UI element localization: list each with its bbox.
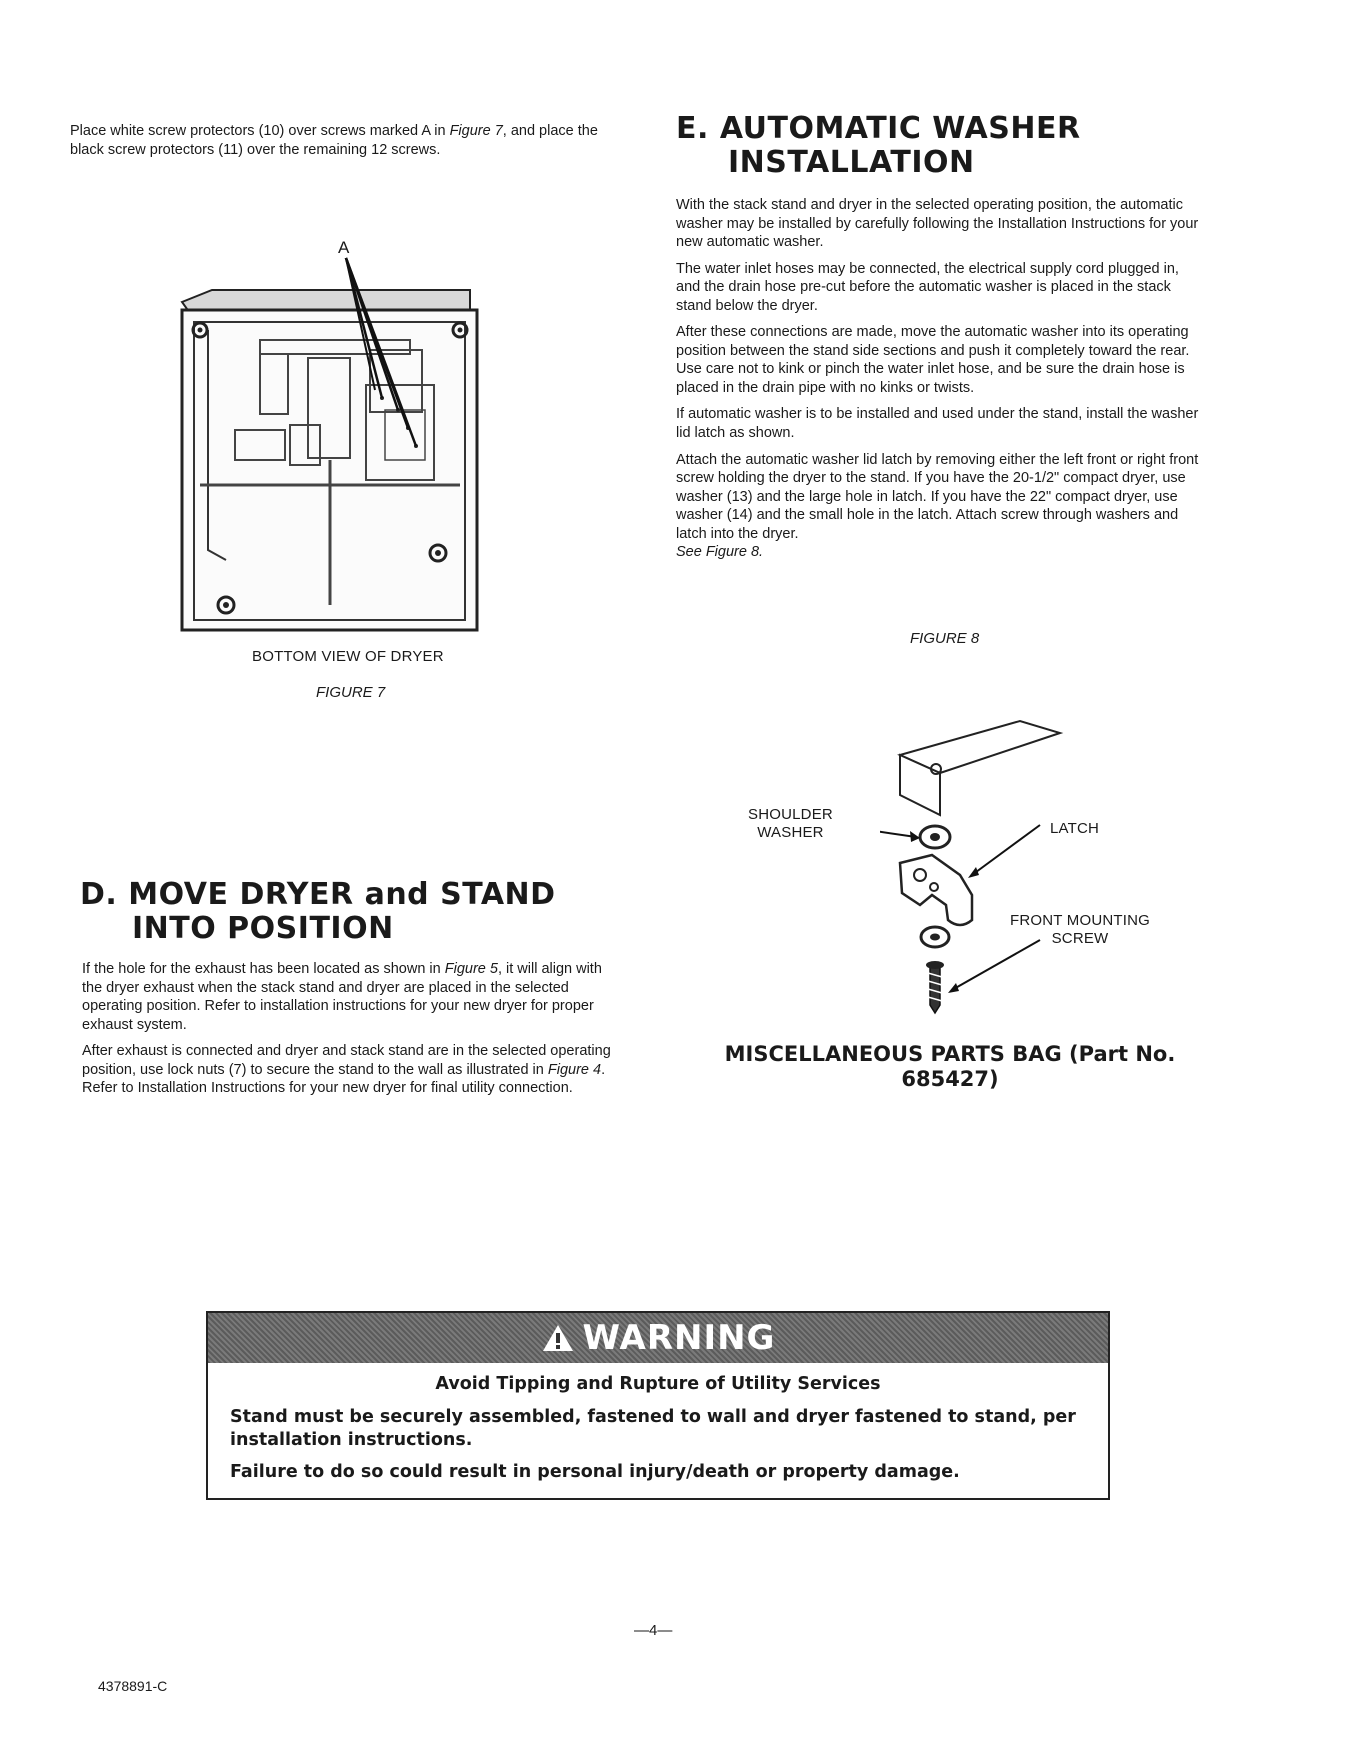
warning-banner	[208, 1313, 1108, 1363]
figure-7-illustration	[170, 238, 520, 640]
latch-label: LATCH	[1050, 820, 1100, 837]
shoulder-washer-label: SHOULDER WASHER	[748, 806, 833, 841]
section-e-paragraph-3: After these connections are made, move the automatic washer into its operating position between the stand side sections and push it completely toward the rear. Use care not to kink or pinch the water inlet hose, and be sure the drain hose is placed in the drain pipe with no kinks or twists.	[676, 324, 1190, 396]
section-d-paragraph-1: If the hole for the exhaust has been located as shown in Figure 5, it will align with the dryer exhaust when the stack stand and dryer are placed in the selected operating position. Refer to installation instructions for your new dryer for proper exhaust system.	[82, 961, 602, 1033]
top-note-text-end: , and place the black screw protectors (11) over the remaining 12 screws.	[70, 123, 598, 158]
warning-content	[208, 1363, 1108, 1498]
section-d-heading	[80, 878, 640, 945]
misc-parts-heading	[700, 1042, 1200, 1092]
warning-title: WARNING	[582, 1318, 776, 1358]
figure-7-marker-a: A	[338, 238, 350, 257]
warning-paragraph-1: Stand must be securely assembled, fastened to wall and dryer fastened to stand, per installation instructions.	[230, 1406, 1076, 1450]
warning-box	[206, 1311, 1110, 1500]
warning-triangle-icon	[541, 1323, 575, 1353]
warning-paragraph-2: Failure to do so could result in personal injury/death or property damage.	[230, 1462, 960, 1483]
front-mounting-screw-label: FRONT MOUNTING SCREW	[1010, 912, 1151, 947]
warning-subtitle: Avoid Tipping and Rupture of Utility Services	[435, 1374, 881, 1394]
section-d-heading-line1: D. MOVE DRYER and STAND	[80, 877, 556, 912]
section-e-heading	[676, 112, 1236, 179]
figure-7-label: BOTTOM VIEW OF DRYER	[252, 648, 444, 665]
figure-4-reference: Figure 4	[547, 1061, 602, 1078]
section-e-heading-line1: E. AUTOMATIC WASHER	[676, 111, 1081, 146]
figure-8-reference: See Figure 8.	[676, 544, 764, 561]
figure-8-illustration	[880, 715, 1080, 1020]
section-e-heading-line2: INSTALLATION	[728, 144, 975, 180]
document-number: 4378891-C	[98, 1678, 168, 1694]
page-number: —4—	[634, 1622, 673, 1639]
section-d-heading-line2: INTO POSITION	[132, 910, 394, 946]
section-e-paragraph-5: Attach the automatic washer lid latch by removing either the left front or right front screw holding the dryer to the stand. If you have the 20-1/2" compact dryer, use washer (13) and the large hole in latch. If you have the 22" compact dryer, use washer (14) and the small hole in the latch. Attach screw through washers and latch into the dryer. See Figure 8.	[676, 451, 1199, 561]
section-e-paragraph-2: The water inlet hoses may be connected, the electrical supply cord plugged in, and the drain hose pre-cut before the automatic washer is placed in the stack stand below the dryer.	[676, 260, 1179, 314]
misc-parts-line1: MISCELLANEOUS PARTS BAG (Part No.	[724, 1042, 1176, 1066]
section-d-body	[82, 960, 612, 1106]
figure-5-reference: Figure 5	[444, 961, 498, 977]
section-e-body	[676, 196, 1206, 562]
top-note-text: Place white screw protectors (10) over screws marked A in	[70, 123, 450, 139]
figure-7-caption: FIGURE 7	[316, 684, 386, 701]
figure-8-caption: FIGURE 8	[910, 630, 980, 647]
misc-parts-line2: 685427)	[901, 1067, 999, 1092]
section-e-paragraph-4: If automatic washer is to be installed and used under the stand, install the washer lid latch as shown.	[676, 406, 1199, 442]
dryer-bottom-view-drawing	[170, 250, 520, 640]
latch-assembly-drawing	[880, 715, 1080, 1020]
figure-7-reference: Figure 7	[449, 123, 503, 139]
section-e-paragraph-1: With the stack stand and dryer in the selected operating position, the automatic washer may be installed by carefully following the Installation Instructions for your new automatic washer.	[676, 197, 1199, 251]
top-note	[70, 122, 600, 159]
section-d-paragraph-2: After exhaust is connected and dryer and stack stand are in the selected operating position, use lock nuts (7) to secure the stand to the wall as illustrated in Figure 4. Refer to Installation Instructions for your new dryer for final utility connection.	[82, 1043, 611, 1097]
